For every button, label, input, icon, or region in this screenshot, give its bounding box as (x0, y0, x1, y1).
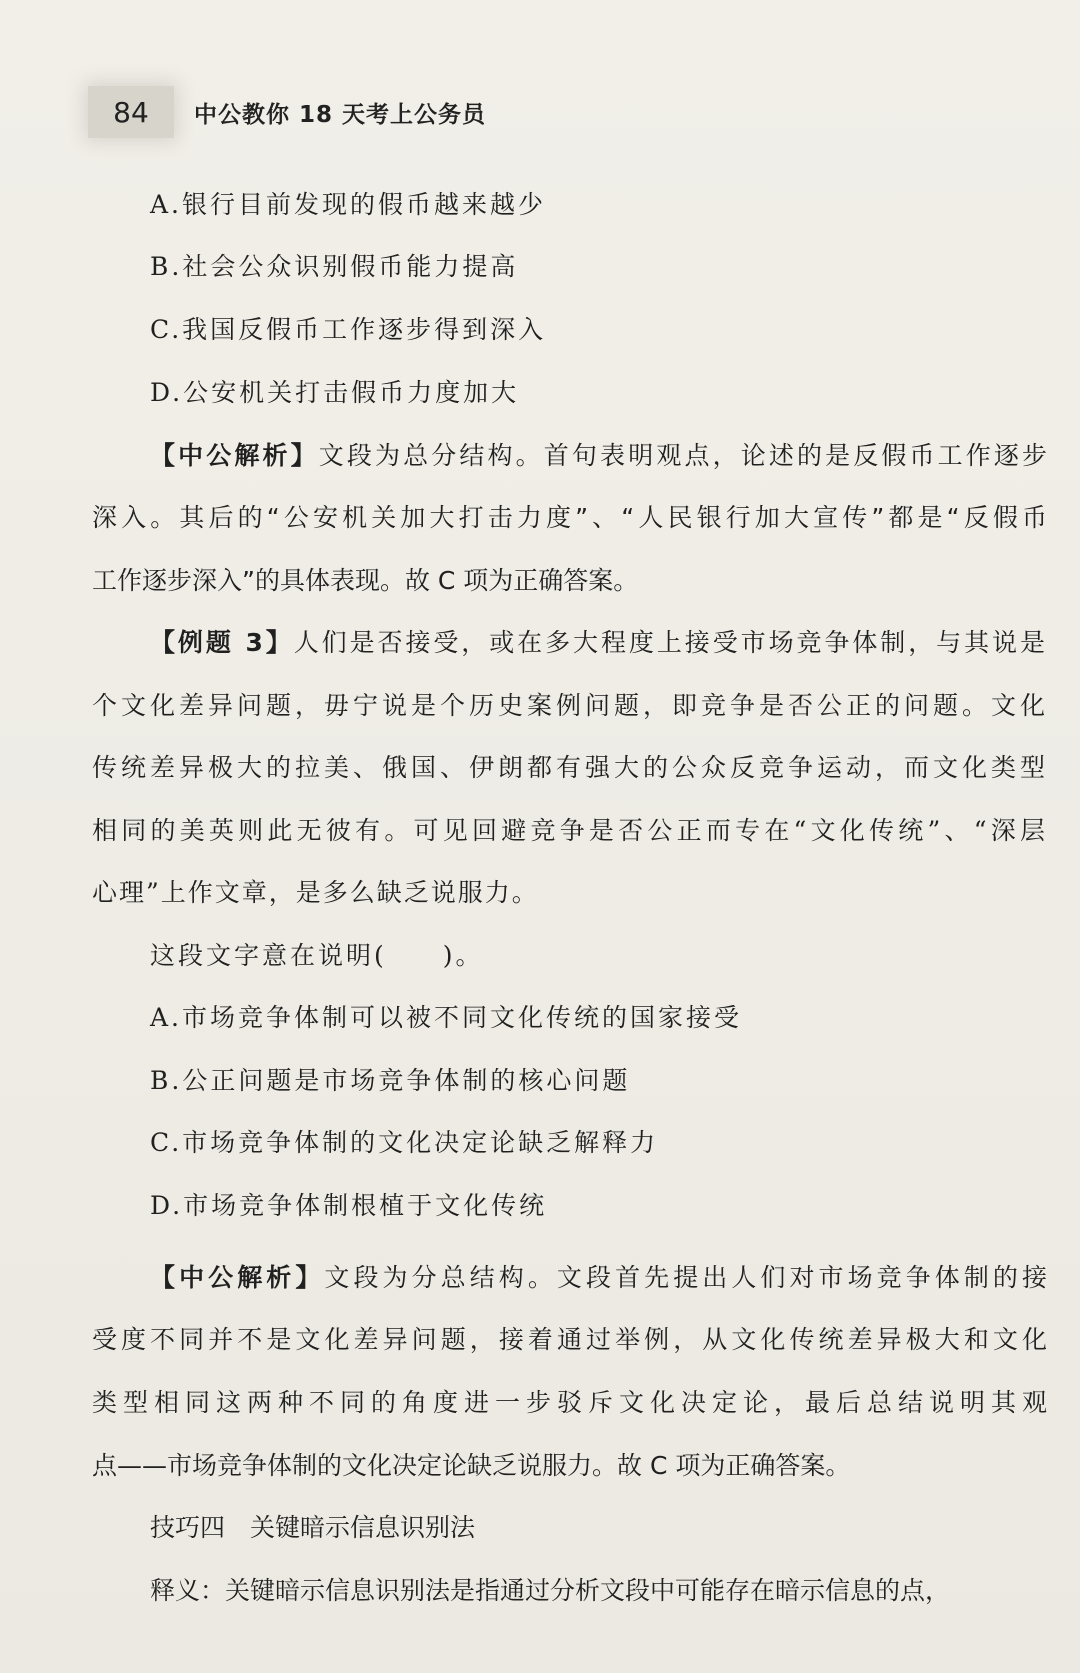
example-3-line-5: 心理”上作文章，是多么缺乏说服力。 (92, 878, 539, 907)
technique-4-definition: 释义：关键暗示信息识别法是指通过分析文段中可能存在暗示信息的点， (150, 1576, 951, 1605)
analysis-1-line-1 (150, 436, 1047, 476)
analysis-1-tag: 【中公解析】 (150, 441, 319, 470)
example-3-text-1: 人们是否接受，或在多大程度上接受市场竞争体制，与其说是 (293, 628, 1047, 657)
example-3-question: 这段文字意在说明( )。 (150, 941, 484, 970)
analysis-1-line-3: 工作逐步深入”的具体表现。故 C 项为正确答案。 (92, 566, 639, 595)
option-c-2: C.市场竞争体制的文化决定论缺乏解释力 (150, 1128, 659, 1157)
option-d-2: D.市场竞争体制根植于文化传统 (150, 1191, 548, 1220)
option-c-1: C.我国反假币工作逐步得到深入 (150, 315, 547, 344)
example-3-line-4: 相同的美英则此无彼有。可见回避竞争是否公正而专在“文化传统”、“深层 (92, 816, 1047, 845)
analysis-2-line-4: 点——市场竞争体制的文化决定论缺乏说服力。故 C 项为正确答案。 (92, 1451, 851, 1480)
book-title: 中公教你 18 天考上公务员 (194, 101, 487, 128)
analysis-1-line-2: 深入。其后的“公安机关加大打击力度”、“人民银行加大宣传”都是“反假币 (92, 503, 1047, 532)
page-header (88, 86, 558, 138)
option-b-1: B.社会公众识别假币能力提高 (150, 252, 519, 281)
option-a-2: A.市场竞争体制可以被不同文化传统的国家接受 (150, 1003, 743, 1032)
example-3-line-1 (150, 623, 1047, 663)
analysis-1-text-1: 文段为总分结构。首句表明观点，论述的是反假币工作逐步 (318, 441, 1047, 470)
option-a-1: A.银行目前发现的假币越来越少 (150, 190, 547, 219)
analysis-2-tag: 【中公解析】 (150, 1263, 325, 1292)
analysis-2-line-2: 受度不同并不是文化差异问题，接着通过举例，从文化传统差异极大和文化 (92, 1325, 1047, 1354)
page-number: 84 (88, 86, 174, 138)
analysis-2-line-3: 类型相同这两种不同的角度进一步驳斥文化决定论，最后总结说明其观 (92, 1388, 1047, 1417)
example-3-tag: 【例题 3】 (150, 628, 294, 657)
analysis-2-text-1: 文段为分总结构。文段首先提出人们对市场竞争体制的接 (324, 1263, 1047, 1292)
option-d-1: D.公安机关打击假币力度加大 (150, 378, 520, 407)
example-3-line-2: 个文化差异问题，毋宁说是个历史案例问题，即竞争是否公正的问题。文化 (92, 691, 1047, 720)
technique-4-heading: 技巧四 关键暗示信息识别法 (150, 1513, 476, 1542)
option-b-2: B.公正问题是市场竞争体制的核心问题 (150, 1066, 631, 1095)
analysis-2-line-1 (150, 1258, 1047, 1298)
example-3-line-3: 传统差异极大的拉美、俄国、伊朗都有强大的公众反竞争运动，而文化类型 (92, 753, 1047, 782)
